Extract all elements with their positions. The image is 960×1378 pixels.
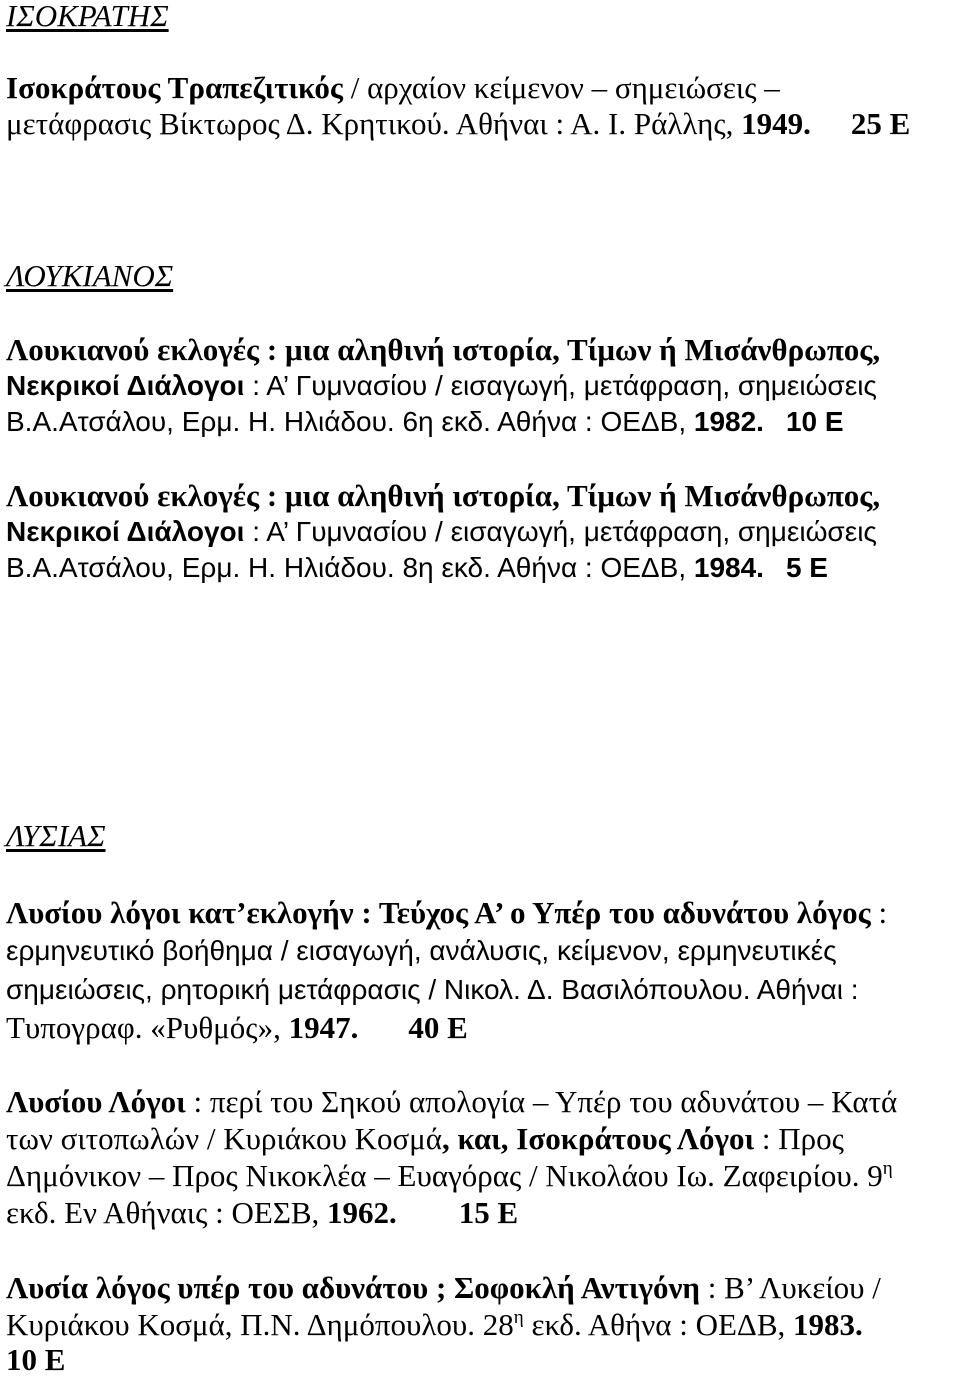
entry-year: 1947.: [288, 1010, 359, 1045]
entry-title: Λουκιανού εκλογές : μια αληθινή ιστορία, Τίμων ή Μισάνθρωπος,: [6, 332, 881, 367]
entry-description: Τυπογραφ. «Ρυθμός»,: [6, 1010, 289, 1045]
entry-description: σημειώσεις, ρητορική μετάφρασις / Νικολ. Δ. Βασιλόπουλου. Αθήναι :: [6, 974, 859, 1005]
entry-isokratis-1-line1: [6, 70, 780, 106]
entry-description: / αρχαίον κείμενον – σημειώσεις –: [342, 70, 780, 105]
section-heading-isokratis: ΙΣΟΚΡΑΤΗΣ: [6, 0, 169, 33]
entry-price: 15 Ε: [458, 1195, 519, 1230]
entry-description: εκδ. Αθήνα : ΟΕΔΒ,: [523, 1307, 794, 1342]
entry-description: εκδ. Εν Αθήναις : ΟΕΣΒ,: [6, 1195, 328, 1230]
entry-title: Ισοκράτους Τραπεζιτικός: [6, 70, 343, 105]
entry-loukianos-2-line2: [6, 514, 877, 550]
entry-description: Δημόνικον – Προς Νικοκλέα – Ευαγόρας / Νικολάου Ιω. Ζαφειρίου. 9: [6, 1158, 883, 1193]
entry-lysias-2-line4: [6, 1195, 518, 1231]
entry-lysias-2-line1: [6, 1084, 897, 1120]
entry-year: 1962.: [327, 1195, 397, 1230]
edition-superscript: η: [882, 1158, 893, 1179]
entry-lysias-3-line1: [6, 1270, 881, 1306]
entry-loukianos-1-line2: [6, 368, 877, 404]
entry-lysias-3-line2: [6, 1307, 863, 1343]
entry-description: : περί του Σηκού απολογία – Υπέρ του αδυνάτου – Κατά: [185, 1084, 898, 1119]
entry-price: 10 Ε: [785, 406, 844, 437]
entry-loukianos-1-line1: [6, 332, 880, 368]
entry-lysias-1-line2: [6, 933, 837, 969]
entry-description: : Προς: [754, 1121, 844, 1156]
entry-description: Β.Α.Ατσάλου, Ερμ. Η. Ηλιάδου. 8η εκδ. Αθήνα : ΟΕΔΒ,: [6, 552, 694, 583]
entry-title: Λυσίου λόγοι κατ’εκλογήν : Τεύχος Α’ ο Υπέρ του αδυνάτου λόγος: [6, 895, 871, 930]
entry-price: 25 Ε: [850, 106, 911, 141]
entry-title: Νεκρικοί Διάλογοι: [6, 516, 245, 547]
entry-title: , και, Ισοκράτους Λόγοι: [442, 1121, 755, 1156]
entry-lysias-3-line3: [6, 1342, 65, 1378]
entry-title: Λυσίου Λόγοι: [6, 1084, 186, 1119]
entry-price: 10 Ε: [6, 1342, 66, 1377]
entry-year: 1984.: [693, 552, 764, 583]
edition-superscript: η: [513, 1307, 524, 1328]
entry-description: των σιτοπωλών / Κυριάκου Κοσμά: [6, 1121, 443, 1156]
entry-description: : Α’ Γυμνασίου / εισαγωγή, μετάφραση, σημειώσεις: [244, 370, 877, 401]
entry-description: : Β’ Λυκείου /: [700, 1270, 881, 1305]
entry-title: Λουκιανού εκλογές : μια αληθινή ιστορία, Τίμων ή Μισάνθρωπος,: [6, 478, 881, 513]
section-heading-lysias: ΛΥΣΙΑΣ: [6, 818, 106, 853]
entry-lysias-2-line2: [6, 1121, 844, 1157]
entry-lysias-1-line4: [6, 1010, 468, 1046]
entry-description: Κυριάκου Κοσμά, Π.Ν. Δημόπουλου. 28: [6, 1307, 514, 1342]
entry-lysias-1-line1: [6, 895, 887, 931]
entry-description: :: [870, 895, 888, 930]
entry-lysias-1-line3: [6, 972, 859, 1008]
entry-description: Β.Α.Ατσάλου, Ερμ. Η. Ηλιάδου. 6η εκδ. Αθήνα : ΟΕΔΒ,: [6, 406, 694, 437]
entry-description: μετάφρασις Βίκτωρος Δ. Κρητικού. Αθήναι : Α. Ι. Ράλλης,: [6, 106, 742, 141]
entry-loukianos-2-line3: [6, 550, 828, 586]
entry-loukianos-1-line3: [6, 404, 844, 440]
entry-year: 1982.: [693, 406, 764, 437]
entry-year: 1949.: [741, 106, 811, 141]
entry-loukianos-2-line1: [6, 478, 880, 514]
section-heading-loukianos: ΛΟΥΚΙΑΝΟΣ: [6, 258, 174, 293]
entry-title: Νεκρικοί Διάλογοι: [6, 370, 245, 401]
entry-isokratis-1-line2: [6, 106, 910, 142]
entry-description: ερμηνευτικό βοήθημα / εισαγωγή, ανάλυσις, κείμενον, ερμηνευτικές: [6, 935, 837, 966]
entry-price: 40 Ε: [408, 1010, 468, 1045]
entry-description: : Α’ Γυμνασίου / εισαγωγή, μετάφραση, σημειώσεις: [244, 516, 877, 547]
entry-year: 1983.: [793, 1307, 863, 1342]
entry-price: 5 Ε: [785, 552, 828, 583]
entry-lysias-2-line3: [6, 1158, 893, 1194]
entry-title: Λυσία λόγος υπέρ του αδυνάτου ; Σοφοκλή Αντιγόνη: [6, 1270, 701, 1305]
